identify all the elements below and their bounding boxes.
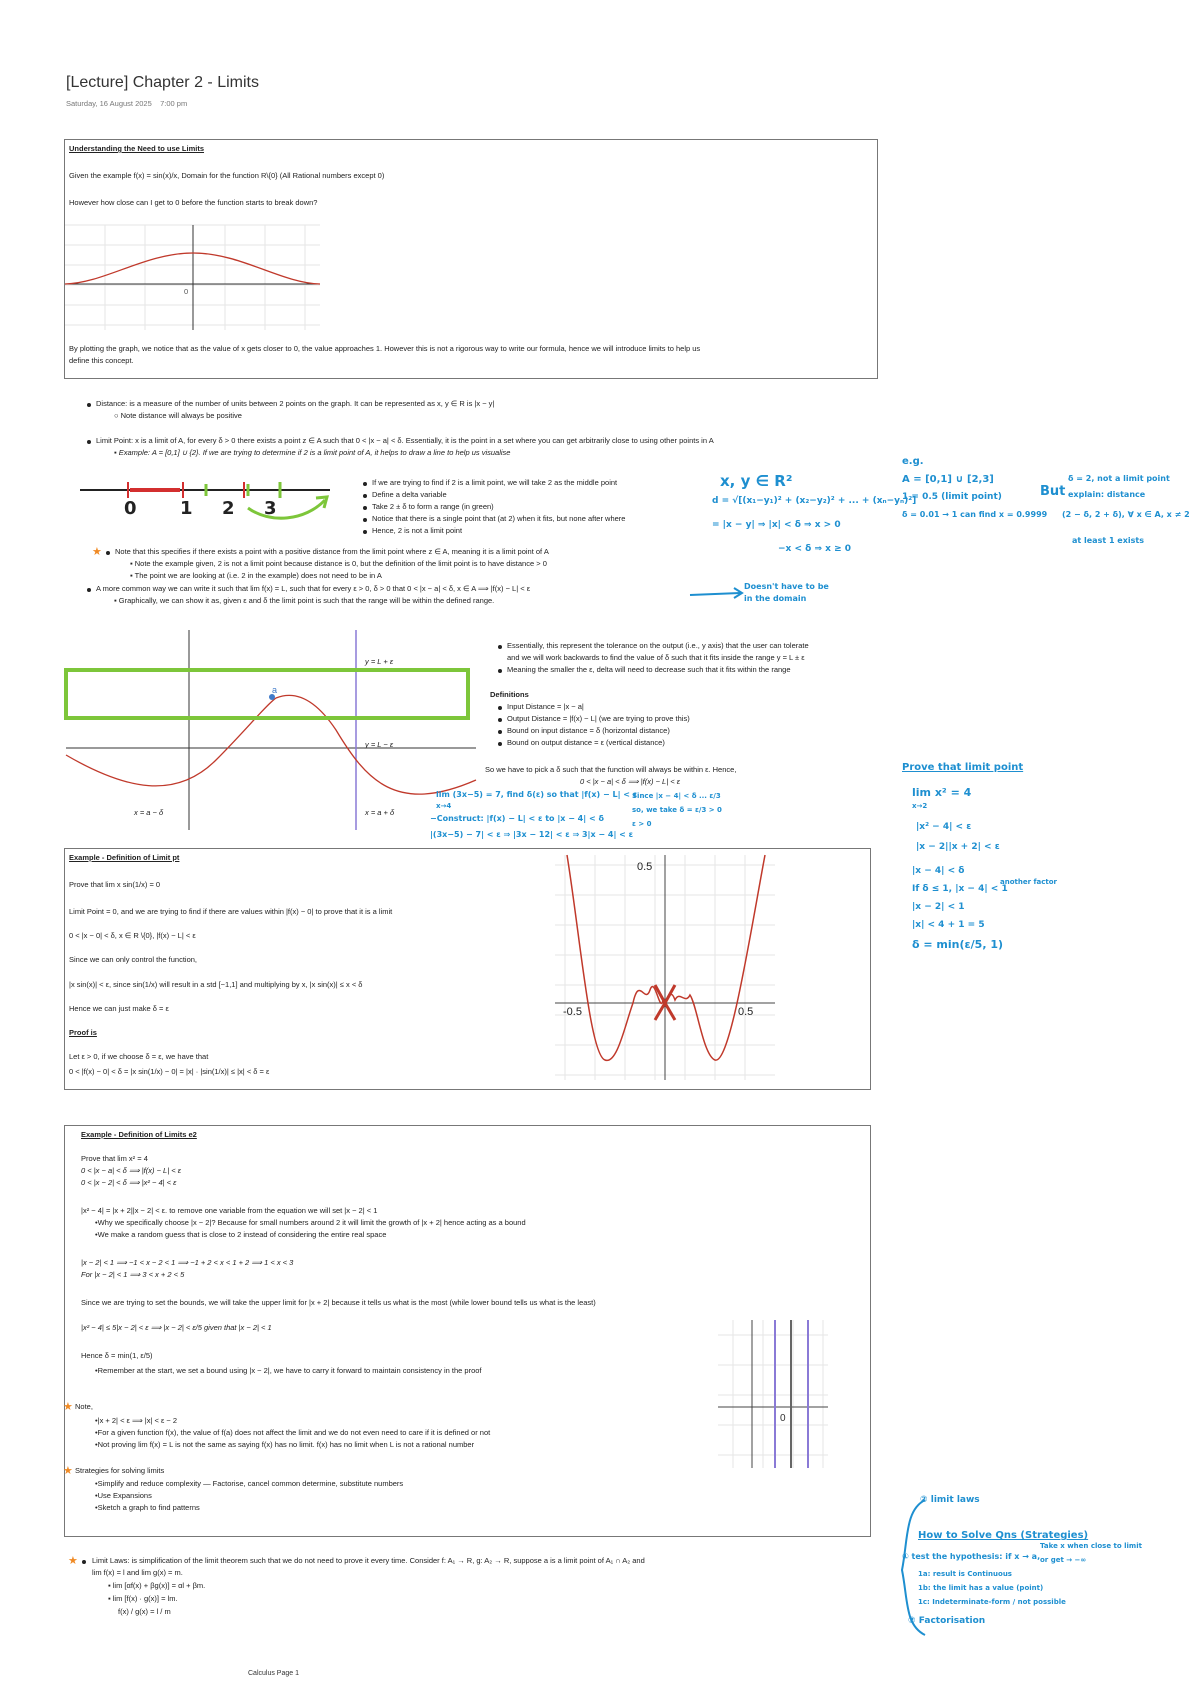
left-delta-label: x = a − δ: [134, 808, 164, 817]
epsilon-delta-graph: [66, 630, 476, 830]
distance-bullet: Distance: is a measure of the number of units between 2 points on the graph. It can be represented as x, y ∈ R is |x − y|: [96, 399, 495, 408]
hw-lp-9: |x| < 4 + 1 = 5: [912, 920, 985, 930]
nl-bullet-1: If we are trying to find if 2 is a limit point, we will take 2 as the middle point: [372, 478, 618, 487]
xsin-graph-right-label: 0.5: [738, 1006, 754, 1018]
point-a-label: a: [272, 685, 278, 695]
hw-mid-5: Since |x − 4| < δ ... ε/3: [632, 792, 721, 800]
hw-mid-4: |(3x−5) − 7| < ε ⇒ |3x − 12| < ε ⇒ 3|x − 4| < ε: [430, 830, 634, 839]
number-line-label-1: 1: [180, 498, 193, 519]
hw-mid-6: so, we take δ = ε/3 > 0: [632, 806, 722, 814]
bounds-graph-zero: 0: [780, 1413, 786, 1424]
example1-line3: Since we can only control the function,: [69, 955, 197, 964]
hw-arrow: [690, 585, 750, 605]
bullet-dot: [498, 730, 502, 734]
limit-law-1: ▪ lim [αf(x) + βg(x)] = αl + βm.: [108, 1581, 206, 1590]
so-formula: 0 < |x − a| < δ ⟹ |f(x) − L| < ε: [580, 777, 681, 786]
number-line-sketch: [80, 476, 340, 532]
hw-prove-limit-head: Prove that limit point: [902, 762, 1024, 773]
bullet-dot: [363, 494, 367, 498]
example1-prove: Prove that lim x sin(1/x) = 0: [69, 880, 161, 889]
star-icon: ★: [92, 546, 102, 558]
example2-line3: 0 < |x − 2| < δ ⟹ |x² − 4| < ε: [81, 1178, 177, 1187]
hw-domain-note-2: in the domain: [744, 594, 807, 603]
note-example: ▪ Note the example given, 2 is not a limit point because distance is 0, but the definition of the limit point is to have distance > 0: [130, 559, 547, 568]
hw-bottom-5: 1b: the limit has a value (point): [918, 1584, 1044, 1592]
question-text: However how close can I get to 0 before the function starts to break down?: [69, 198, 318, 207]
right-delta-label: x = a + δ: [365, 808, 395, 817]
formal-graphical: ▪ Graphically, we can show it as, given ε and δ the limit point is such that the range will be within the defined range.: [114, 596, 495, 605]
example2-line1: Prove that lim x² = 4: [81, 1154, 148, 1163]
hw-at-least: at least 1 exists: [1072, 536, 1144, 545]
example2-hence-sub: •Remember at the start, we set a bound using |x − 2|, we have to carry it forward to maintain consistency in the proof: [95, 1366, 482, 1375]
bullet-dot: [87, 588, 91, 592]
hw-xy-in-r: x, y ∈ R²: [720, 472, 793, 490]
xsin-graph-left-label: -0.5: [563, 1006, 582, 1018]
example1-line2: 0 < |x − 0| < δ, x ∈ R \{0}, |f(x) − L| < ε: [69, 931, 196, 940]
hw-bottom-6: 1c: Indeterminate-form / not possible: [918, 1598, 1066, 1606]
hw-interval: (2 − δ, 2 + δ), ∀ x ∈ A, x ≠ 2: [1062, 510, 1190, 519]
hw-distance-formula: d = √[(x₁−y₁)² + (x₂−y₂)² + ... + (xₙ−yₙ)²]: [712, 496, 917, 506]
example2-note-1: •|x + 2| < ε ⟹ |x| < ε − 2: [95, 1416, 178, 1425]
number-line-label-0: 0: [124, 498, 137, 519]
bullet-dot: [87, 403, 91, 407]
section-understanding-limits: [64, 139, 878, 379]
example2-note-2: •For a given function f(x), the value of f(a) does not affect the limit and we do not even need to care if it is defined or not: [95, 1428, 491, 1437]
hw-lp-3: |x² − 4| < ε: [916, 822, 972, 832]
hw-bottom-3c: or get → −∞: [1040, 1556, 1087, 1564]
lower-bound-label: y = L − ε: [365, 740, 394, 749]
bullet-dot: [498, 742, 502, 746]
number-line-label-2: 2: [222, 498, 235, 519]
hw-but: But: [1040, 484, 1066, 499]
bullet-dot: [498, 706, 502, 710]
hw-mid-3: −Construct: |f(x) − L| < ε to |x − 4| < δ: [430, 814, 604, 823]
bullet-dot: [498, 669, 502, 673]
star-icon: ★: [68, 1555, 78, 1567]
strategies-heading: Strategies for solving limits: [75, 1466, 165, 1475]
star-icon: ★: [63, 1401, 73, 1413]
star-icon: ★: [63, 1465, 73, 1477]
bullet-dot: [363, 530, 367, 534]
example1-heading: Example - Definition of Limit pt: [69, 853, 180, 862]
eps-bullet-1: Essentially, this represent the tolerance on the output (i.e., y axis) that the user can tolerate: [507, 641, 809, 650]
eps-bullet-1b: and we will work backwards to find the value of δ such that it fits inside the range y = L ± ε: [507, 653, 805, 662]
hw-lp-4: |x − 2||x + 2| < ε: [916, 842, 1000, 852]
eps-bullet-2: Meaning the smaller the ε, delta will need to decrease such that it fits within the range: [507, 665, 791, 674]
xsin-graph-top-label: 0.5: [637, 861, 653, 873]
hw-lp-5: |x − 4| < δ: [912, 866, 965, 876]
limit-laws-line2: lim f(x) = l and lim g(x) = m.: [92, 1568, 183, 1577]
hw-mid-2: x→4: [436, 802, 452, 810]
hw-lp-2: x→2: [912, 802, 928, 810]
xsin-graph: [555, 855, 775, 1080]
bullet-dot: [363, 518, 367, 522]
nl-bullet-2: Define a delta variable: [372, 490, 447, 499]
example2-note-3: •Not proving lim f(x) = L is not the same as saying f(x) has no limit. f(x) has no limit when L is not a rational number: [95, 1440, 475, 1449]
example2-line2: 0 < |x − a| < δ ⟹ |f(x) − L| < ε: [81, 1166, 182, 1175]
page-date: Saturday, 16 August 2025 7:00 pm: [66, 99, 188, 108]
hw-lp-7: another factor: [1000, 878, 1058, 886]
example-a-bullet: ▪ Example: A = [0,1] ∪ {2}. If we are trying to determine if 2 is a limit point of A, it helps to draw a line to help us visualise: [114, 448, 511, 457]
limit-law-3: f(x) / g(x) = l / m: [118, 1607, 171, 1616]
hw-not-limit: δ = 2, not a limit point: [1068, 474, 1170, 483]
hw-delta-small: δ = 0.01 → 1 can find x = 0.9999: [902, 510, 1048, 519]
hw-domain-note-1: Doesn't have to be: [744, 582, 829, 591]
conclusion-line-1: By plotting the graph, we notice that as the value of x gets closer to 0, the value approaches 1. However this is not a rigorous way to write our formula, hence we will introduce limits to help us: [69, 344, 701, 353]
hw-explain: explain: distance: [1068, 490, 1146, 499]
example-text: Given the example f(x) = sin(x)/x, Domain for the function R\{0} (All Rational numbers except 0): [69, 171, 385, 180]
example2-heading: Example - Definition of Limits e2: [81, 1130, 197, 1139]
limit-point-bullet: Limit Point: x is a limit of A, for every δ > 0 there exists a point z ∈ A such that 0 < |x − a| < δ. Essentially, it is the point in a set where you can get arbitrarily close to using other points in A: [96, 436, 714, 445]
definition-4: Bound on output distance = ε (vertical distance): [507, 738, 665, 747]
nl-bullet-5: Hence, 2 is not a limit point: [372, 526, 463, 535]
upper-bound-label: y = L + ε: [365, 657, 394, 666]
bullet-dot: [87, 440, 91, 444]
example2-note-heading: Note,: [75, 1402, 93, 1411]
hw-bottom-3: ① test the hypothesis: if x → a,: [902, 1552, 1041, 1561]
hw-bottom-1: ② limit laws: [920, 1495, 980, 1505]
hw-lp-6: If δ ≤ 1, |x − 4| < 1: [912, 884, 1008, 894]
hw-bottom-2: How to Solve Qns (Strategies): [918, 1530, 1089, 1541]
bounds-graph: [718, 1320, 828, 1468]
hw-set-a: A = [0,1] ∪ [2,3]: [902, 474, 994, 485]
hw-negative-line: −x < δ ⇒ x ≥ 0: [778, 544, 852, 554]
example2-hence: Hence δ = min(1, ε/5): [81, 1351, 153, 1360]
so-line: So we have to pick a δ such that the function will always be within ε. Hence,: [485, 765, 737, 774]
definitions-title: Definitions: [490, 690, 529, 699]
note-point-not-in-a: ▪ The point we are looking at (i.e. 2 in the example) does not need to be in A: [130, 571, 382, 580]
hw-lp-8: |x − 2| < 1: [912, 902, 965, 912]
hw-mid-7: ε > 0: [632, 820, 652, 828]
strategy-3: •Sketch a graph to find patterns: [95, 1503, 200, 1512]
distance-sub-bullet: ○ Note distance will always be positive: [114, 411, 242, 420]
definition-3: Bound on input distance = δ (horizontal distance): [507, 726, 670, 735]
bullet-dot: [82, 1560, 86, 1564]
example1-proof-heading: Proof is: [69, 1028, 97, 1037]
hw-bottom-7: ② Factorisation: [908, 1616, 986, 1626]
hw-bottom-3b: Take x when close to limit: [1040, 1542, 1142, 1550]
hw-bottom-4: 1a: result is Continuous: [918, 1570, 1012, 1578]
limit-law-2: ▪ lim [f(x) · g(x)] = lm.: [108, 1594, 178, 1603]
example2-factor: |x² − 4| = |x + 2||x − 2| < ε. to remove one variable from the equation we will set |x − 2| < 1: [81, 1206, 378, 1215]
example2-why: •Why we specifically choose |x − 2|? Because for small numbers around 2 it will limit the growth of |x + 2| hence acting as a bound: [95, 1218, 526, 1227]
bullet-dot: [498, 645, 502, 649]
example2-ineq2: For |x − 2| < 1 ⟹ 3 < x + 2 < 5: [81, 1270, 185, 1279]
note-existence: Note that this specifies if there exists a point with a positive distance from the limit point where z ∈ A, meaning it is a limit point of A: [115, 547, 549, 556]
formal-definition: A more common way we can write it such that lim f(x) = L, such that for every ε > 0, δ > 0 that 0 < |x − a| < δ, x ∈ A ⟹ |f(x) − L| < ε: [96, 584, 531, 593]
definition-1: Input Distance = |x − a|: [507, 702, 584, 711]
strategy-2: •Use Expansions: [95, 1491, 152, 1500]
example1-proof2: 0 < |f(x) − 0| < δ = |x sin(1/x) − 0| = |x| · |sin(1/x)| ≤ |x| < δ = ε: [69, 1067, 270, 1076]
conclusion-line-2: define this concept.: [69, 356, 134, 365]
page-footer: Calculus Page 1: [248, 1670, 299, 1677]
bullet-dot: [363, 506, 367, 510]
number-line-label-3: 3: [264, 498, 277, 519]
example1-proof1: Let ε > 0, if we choose δ = ε, we have that: [69, 1052, 209, 1061]
example1-line1: Limit Point = 0, and we are trying to find if there are values within |f(x) − 0| to prove that it is a limit: [69, 907, 393, 916]
graph-zero-label: 0: [184, 287, 189, 296]
example1-line4: |x sin(x)| < ε, since sin(1/x) will result in a std [−1,1] and multiplying by x, |x sin(x)| ≤ x < δ: [69, 980, 363, 989]
section-heading: Understanding the Need to use Limits: [69, 144, 205, 153]
hw-mid-1: lim (3x−5) = 7, find δ(ε) so that |f(x) − L| < ε: [436, 790, 638, 799]
hw-lp-1: lim x² = 4: [912, 786, 972, 799]
definition-2: Output Distance = |f(x) − L| (we are trying to prove this): [507, 714, 690, 723]
example2-ineq1: |x − 2| < 1 ⟹ −1 < x − 2 < 1 ⟹ −1 + 2 < x < 1 + 2 ⟹ 1 < x < 3: [81, 1258, 294, 1267]
example2-guess: •We make a random guess that is close to 2 instead of considering the entire real space: [95, 1230, 387, 1239]
hw-lp-10: δ = min(ε/5, 1): [912, 938, 1004, 951]
example1-line5: Hence we can just make δ = ε: [69, 1004, 169, 1013]
sinc-graph: [65, 225, 320, 330]
hw-limit-pt: 1 = 0.5 (limit point): [902, 492, 1002, 502]
example2-bound: |x² − 4| ≤ 5|x − 2| < ε ⟹ |x − 2| < ε/5 given that |x − 2| < 1: [81, 1323, 272, 1332]
nl-bullet-4: Notice that there is a single point that (at 2) when it fits, but none after where: [372, 514, 626, 523]
bullet-dot: [498, 718, 502, 722]
page-title: [Lecture] Chapter 2 - Limits: [66, 74, 259, 91]
limit-laws-line1: Limit Laws: is simplification of the limit theorem such that we do not need to prove it every time. Consider f: A₁ → R, g: A₂ → R, suppose a is a limit point of A₁ ∩ A₂ and: [92, 1556, 645, 1565]
strategy-1: •Simplify and reduce complexity — Factorise, cancel common determine, substitute numbers: [95, 1479, 404, 1488]
bullet-dot: [106, 551, 110, 555]
hw-abs-line: = |x − y| ⇒ |x| < δ ⇒ x > 0: [712, 520, 841, 530]
example2-since: Since we are trying to set the bounds, we will take the upper limit for |x + 2| because it tells us what is the most (while lower bound tells us what is the least): [81, 1298, 596, 1307]
nl-bullet-3: Take 2 ± δ to form a range (in green): [372, 502, 494, 511]
bullet-dot: [363, 482, 367, 486]
hw-eg: e.g.: [902, 456, 924, 467]
